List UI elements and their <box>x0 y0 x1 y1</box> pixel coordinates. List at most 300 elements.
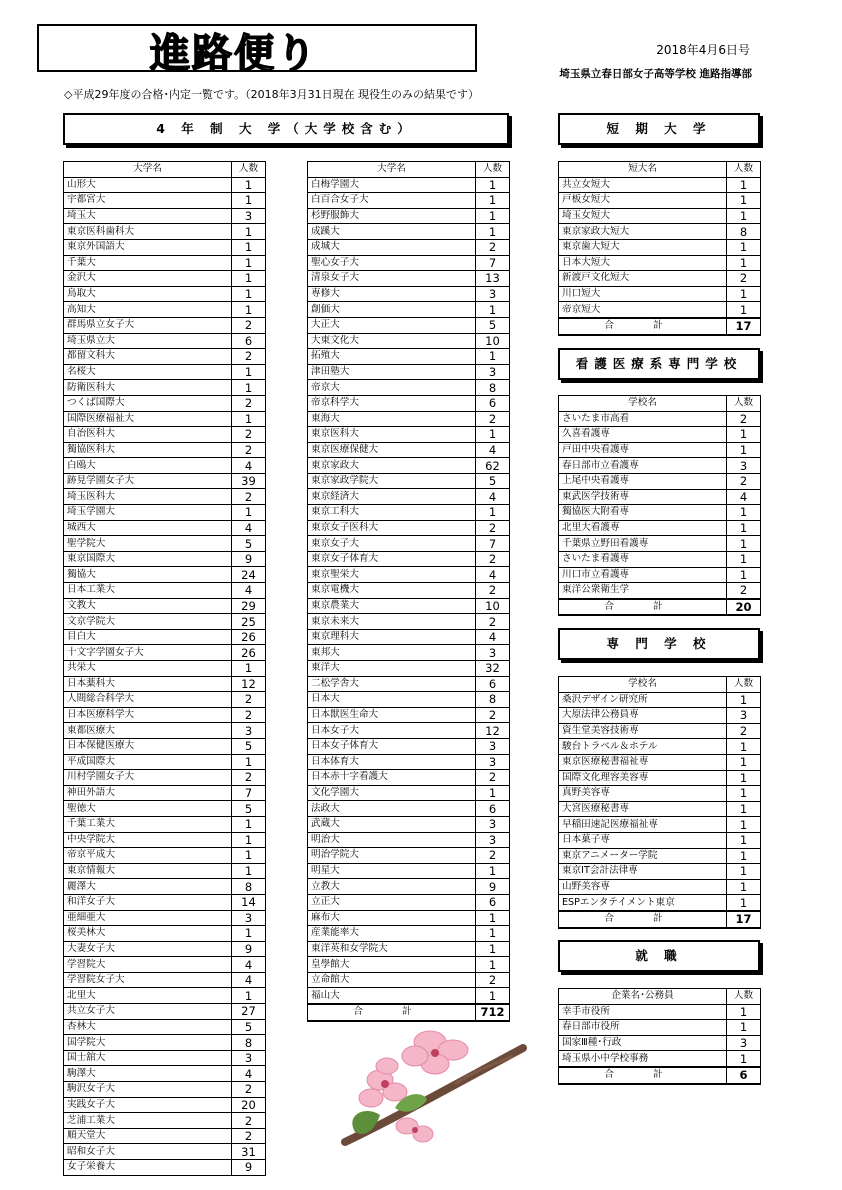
junior-college-section-header: 短 期 大 学 <box>558 113 760 145</box>
school-name-cell: 桜美林大 <box>64 926 232 942</box>
school-name-cell: 人間総合科学大 <box>64 692 232 708</box>
table-row <box>308 567 510 583</box>
count-cell: 2 <box>232 1082 266 1098</box>
total-label: 合 計 <box>308 1004 476 1021</box>
school-name-cell: 順天堂大 <box>64 1128 232 1144</box>
count-cell: 1 <box>476 910 510 926</box>
table-row <box>64 832 266 848</box>
table-row <box>308 629 510 645</box>
count-cell: 1 <box>476 941 510 957</box>
table-row <box>64 177 266 193</box>
count-cell: 8 <box>476 380 510 396</box>
table-row <box>64 255 266 271</box>
table-row <box>64 583 266 599</box>
count-cell: 6 <box>476 801 510 817</box>
table-row <box>64 1035 266 1051</box>
table-row <box>308 208 510 224</box>
school-name-cell: 学習院大 <box>64 957 232 973</box>
table-row <box>64 1066 266 1082</box>
table-row <box>559 1051 761 1067</box>
school-name-cell: 中央学院大 <box>64 832 232 848</box>
header-row <box>559 162 761 178</box>
vocational-section-header: 専 門 学 校 <box>558 628 760 660</box>
table-row <box>64 879 266 895</box>
table-row <box>64 770 266 786</box>
table-row <box>308 271 510 287</box>
count-cell: 26 <box>232 645 266 661</box>
count-cell: 5 <box>232 536 266 552</box>
count-cell: 3 <box>476 754 510 770</box>
school-name-cell: 北里大看護専 <box>559 520 727 536</box>
count-cell: 2 <box>232 1113 266 1129</box>
school-name-cell: 明星大 <box>308 863 476 879</box>
school-name-cell: 宇都宮大 <box>64 193 232 209</box>
school-name-cell: 東京情報大 <box>64 863 232 879</box>
table-row <box>559 692 761 708</box>
table-row <box>559 473 761 489</box>
table-row <box>308 473 510 489</box>
school-name-cell: 鳥取大 <box>64 286 232 302</box>
count-cell: 25 <box>232 614 266 630</box>
count-cell: 8 <box>476 692 510 708</box>
count-cell: 27 <box>232 1004 266 1020</box>
school-name-cell: 桑沢デザイン研究所 <box>559 692 727 708</box>
school-name-cell: 文教大 <box>64 598 232 614</box>
table-row <box>64 520 266 536</box>
count-cell: 2 <box>232 489 266 505</box>
count-cell: 1 <box>232 364 266 380</box>
table-row <box>308 848 510 864</box>
school-name-cell: 東武医学技術専 <box>559 489 727 505</box>
table-row <box>64 1004 266 1020</box>
table-row <box>64 785 266 801</box>
count-cell: 2 <box>232 317 266 333</box>
table-row <box>308 645 510 661</box>
column-header-name: 学校名 <box>559 396 727 412</box>
table-row <box>308 972 510 988</box>
school-name-cell: 日本赤十字看護大 <box>308 770 476 786</box>
table-row <box>308 816 510 832</box>
school-name-cell: 専修大 <box>308 286 476 302</box>
count-cell: 9 <box>476 879 510 895</box>
count-cell: 4 <box>232 957 266 973</box>
count-cell: 5 <box>232 1019 266 1035</box>
school-name-cell: 帝京大 <box>308 380 476 396</box>
count-cell: 6 <box>476 894 510 910</box>
school-name-cell: 幸手市役所 <box>559 1004 727 1020</box>
table-row <box>308 661 510 677</box>
school-name-cell: 自治医科大 <box>64 427 232 443</box>
school-name-cell: 日本保健医療大 <box>64 738 232 754</box>
total-count: 17 <box>727 911 761 928</box>
table-row <box>64 692 266 708</box>
school-name-cell: 防衛医科大 <box>64 380 232 396</box>
count-cell: 1 <box>232 411 266 427</box>
school-name-cell: 麗澤大 <box>64 879 232 895</box>
count-cell: 4 <box>232 520 266 536</box>
count-cell: 2 <box>232 1128 266 1144</box>
table-row <box>308 707 510 723</box>
table-row <box>64 364 266 380</box>
table-row <box>308 910 510 926</box>
count-cell: 1 <box>727 302 761 318</box>
table-row <box>559 505 761 521</box>
school-name-cell: 聖学院大 <box>64 536 232 552</box>
school-name-cell: 十文字学園女子大 <box>64 645 232 661</box>
table-row <box>308 536 510 552</box>
total-label: 合 計 <box>559 318 727 335</box>
school-name-cell: 久喜看護専 <box>559 427 727 443</box>
school-name-cell: 東京医療保健大 <box>308 442 476 458</box>
school-name-cell: 日本大短大 <box>559 255 727 271</box>
count-cell: 1 <box>232 224 266 240</box>
school-name-cell: 創価大 <box>308 302 476 318</box>
school-name-cell: 東京国際大 <box>64 551 232 567</box>
count-cell: 1 <box>476 988 510 1004</box>
column-header-name: 学校名 <box>559 677 727 693</box>
school-name-cell: 共立女子大 <box>64 1004 232 1020</box>
school-name-cell: 埼玉県小中学校事務 <box>559 1051 727 1067</box>
school-name-cell: 都留文科大 <box>64 349 232 365</box>
table-row <box>559 224 761 240</box>
column-header-count: 人数 <box>727 989 761 1005</box>
school-name-cell: 東京女子大 <box>308 536 476 552</box>
count-cell: 2 <box>476 583 510 599</box>
column-header-name: 企業名･公務員 <box>559 989 727 1005</box>
count-cell: 2 <box>727 271 761 287</box>
school-name-cell: 白鴎大 <box>64 458 232 474</box>
table-row <box>308 442 510 458</box>
school-name-cell: 獨協大 <box>64 567 232 583</box>
table-row <box>64 395 266 411</box>
total-row <box>559 599 761 616</box>
count-cell: 1 <box>232 754 266 770</box>
school-name-cell: 和洋女子大 <box>64 894 232 910</box>
table-row <box>64 536 266 552</box>
total-label: 合 計 <box>559 1067 727 1084</box>
table-row <box>64 458 266 474</box>
table-row <box>308 193 510 209</box>
table-row <box>308 302 510 318</box>
school-name-cell: 東京歯大短大 <box>559 239 727 255</box>
count-cell: 29 <box>232 598 266 614</box>
count-cell: 9 <box>232 551 266 567</box>
count-cell: 1 <box>232 926 266 942</box>
total-label: 合 計 <box>559 911 727 928</box>
count-cell: 1 <box>476 427 510 443</box>
table-row <box>64 1160 266 1176</box>
table-row <box>559 1035 761 1051</box>
table-row <box>308 551 510 567</box>
table-row <box>64 894 266 910</box>
school-name-cell: 東京医科大 <box>308 427 476 443</box>
count-cell: 1 <box>232 832 266 848</box>
table-row <box>64 598 266 614</box>
school-name-cell: 資生堂美容技術専 <box>559 723 727 739</box>
table-row <box>64 442 266 458</box>
total-count: 712 <box>476 1004 510 1021</box>
count-cell: 1 <box>727 832 761 848</box>
school-name-cell: 日本獣医生命大 <box>308 707 476 723</box>
table-row <box>64 801 266 817</box>
school-name-cell: 拓殖大 <box>308 349 476 365</box>
table-row <box>308 349 510 365</box>
table-row <box>308 832 510 848</box>
school-name-cell: 早稲田速記医療福祉専 <box>559 817 727 833</box>
school-name-cell: 女子栄養大 <box>64 1160 232 1176</box>
header-row <box>64 162 266 178</box>
count-cell: 5 <box>232 738 266 754</box>
school-name-cell: 昭和女子大 <box>64 1144 232 1160</box>
table-row <box>308 785 510 801</box>
school-name-cell: ESPエンタテイメント東京 <box>559 895 727 911</box>
table-row <box>559 458 761 474</box>
table-row <box>559 520 761 536</box>
school-name: 埼玉県立春日部女子高等学校 進路指導部 <box>559 68 752 80</box>
count-cell: 1 <box>232 380 266 396</box>
school-name-cell: 東洋公衆衛生学 <box>559 583 727 599</box>
count-cell: 2 <box>232 707 266 723</box>
school-name-cell: 川村学園女子大 <box>64 770 232 786</box>
table-row <box>559 739 761 755</box>
count-cell: 1 <box>727 286 761 302</box>
table-row <box>64 427 266 443</box>
count-cell: 2 <box>476 551 510 567</box>
school-name-cell: 東京家政大 <box>308 458 476 474</box>
school-name-cell: 千葉大 <box>64 255 232 271</box>
count-cell: 1 <box>727 520 761 536</box>
count-cell: 32 <box>476 661 510 677</box>
count-cell: 2 <box>476 614 510 630</box>
table-row <box>64 863 266 879</box>
total-count: 20 <box>727 599 761 616</box>
count-cell: 3 <box>727 1035 761 1051</box>
school-name-cell: 東京医療秘書福祉専 <box>559 754 727 770</box>
table-row <box>64 208 266 224</box>
count-cell: 4 <box>232 583 266 599</box>
count-cell: 13 <box>476 271 510 287</box>
table-row <box>308 520 510 536</box>
table-row <box>64 707 266 723</box>
table-row <box>308 738 510 754</box>
table-row <box>64 1128 266 1144</box>
count-cell: 1 <box>727 427 761 443</box>
count-cell: 1 <box>232 302 266 318</box>
school-name-cell: 聖心女子大 <box>308 255 476 271</box>
count-cell: 3 <box>476 816 510 832</box>
school-name-cell: 駿台トラベル＆ホテル <box>559 739 727 755</box>
table-row <box>64 848 266 864</box>
count-cell: 4 <box>476 442 510 458</box>
count-cell: 4 <box>232 1066 266 1082</box>
school-name-cell: 東京外国語大 <box>64 239 232 255</box>
count-cell: 26 <box>232 629 266 645</box>
count-cell: 1 <box>727 739 761 755</box>
table-row <box>64 1113 266 1129</box>
table-row <box>559 1004 761 1020</box>
school-name-cell: 学習院女子大 <box>64 972 232 988</box>
school-name-cell: 聖徳大 <box>64 801 232 817</box>
employment-table <box>558 988 761 1085</box>
count-cell: 24 <box>232 567 266 583</box>
column-header-name: 大学名 <box>308 162 476 178</box>
table-row <box>559 411 761 427</box>
school-name-cell: 大東文化大 <box>308 333 476 349</box>
count-cell: 2 <box>232 442 266 458</box>
school-name-cell: 帝京平成大 <box>64 848 232 864</box>
table-row <box>308 614 510 630</box>
count-cell: 12 <box>476 723 510 739</box>
table-row <box>64 614 266 630</box>
table-row <box>308 411 510 427</box>
table-row <box>64 1097 266 1113</box>
nursing-table <box>558 395 761 616</box>
school-name-cell: 駒沢女子大 <box>64 1082 232 1098</box>
count-cell: 1 <box>727 879 761 895</box>
count-cell: 4 <box>232 458 266 474</box>
total-row <box>308 1004 510 1021</box>
table-row <box>308 224 510 240</box>
count-cell: 3 <box>727 458 761 474</box>
count-cell: 1 <box>232 988 266 1004</box>
table-row <box>64 489 266 505</box>
school-name-cell: 東邦大 <box>308 645 476 661</box>
table-row <box>64 473 266 489</box>
table-row <box>308 505 510 521</box>
school-name-cell: さいたま看護専 <box>559 551 727 567</box>
table-row <box>64 271 266 287</box>
school-name-cell: 山形大 <box>64 177 232 193</box>
school-name-cell: 産業能率大 <box>308 926 476 942</box>
table-row <box>64 1144 266 1160</box>
table-row <box>559 583 761 599</box>
table-row <box>308 239 510 255</box>
school-name-cell: 上尾中央看護専 <box>559 473 727 489</box>
school-name-cell: 名桜大 <box>64 364 232 380</box>
count-cell: 1 <box>727 754 761 770</box>
count-cell: 1 <box>727 193 761 209</box>
school-name-cell: 杉野服飾大 <box>308 208 476 224</box>
table-row <box>308 957 510 973</box>
table-row <box>308 458 510 474</box>
school-name-cell: 白梅学園大 <box>308 177 476 193</box>
count-cell: 1 <box>476 957 510 973</box>
count-cell: 1 <box>476 349 510 365</box>
count-cell: 2 <box>232 770 266 786</box>
count-cell: 1 <box>232 848 266 864</box>
school-name-cell: 津田塾大 <box>308 364 476 380</box>
school-name-cell: 目白大 <box>64 629 232 645</box>
count-cell: 2 <box>476 707 510 723</box>
school-name-cell: 文京学院大 <box>64 614 232 630</box>
header-row <box>559 677 761 693</box>
count-cell: 1 <box>476 208 510 224</box>
school-name-cell: 日本女子体育大 <box>308 738 476 754</box>
count-cell: 8 <box>232 879 266 895</box>
table-row <box>559 427 761 443</box>
school-name-cell: 城西大 <box>64 520 232 536</box>
count-cell: 4 <box>476 567 510 583</box>
total-label: 合 計 <box>559 599 727 616</box>
school-name-cell: 麻布大 <box>308 910 476 926</box>
school-name-cell: 東京電機大 <box>308 583 476 599</box>
university-table-right <box>307 161 510 1022</box>
table-row <box>308 583 510 599</box>
count-cell: 31 <box>232 1144 266 1160</box>
school-name-cell: 文化学園大 <box>308 785 476 801</box>
school-name-cell: 駒澤大 <box>64 1066 232 1082</box>
count-cell: 1 <box>727 817 761 833</box>
count-cell: 8 <box>727 224 761 240</box>
count-cell: 5 <box>476 473 510 489</box>
school-name-cell: 日本菓子専 <box>559 832 727 848</box>
count-cell: 6 <box>476 395 510 411</box>
count-cell: 1 <box>476 302 510 318</box>
count-cell: 3 <box>232 208 266 224</box>
school-name-cell: 新渡戸文化短大 <box>559 271 727 287</box>
table-row <box>64 988 266 1004</box>
table-row <box>308 754 510 770</box>
table-row <box>559 208 761 224</box>
school-name-cell: 日本薬科大 <box>64 676 232 692</box>
table-row <box>64 723 266 739</box>
count-cell: 1 <box>232 661 266 677</box>
table-row <box>308 941 510 957</box>
school-name-cell: 福山大 <box>308 988 476 1004</box>
count-cell: 2 <box>232 395 266 411</box>
count-cell: 1 <box>727 770 761 786</box>
table-row <box>64 349 266 365</box>
count-cell: 12 <box>232 676 266 692</box>
count-cell: 3 <box>476 645 510 661</box>
count-cell: 14 <box>232 894 266 910</box>
count-cell: 4 <box>476 489 510 505</box>
school-name-cell: 東洋大 <box>308 661 476 677</box>
school-name-cell: 東京女子医科大 <box>308 520 476 536</box>
column-header-name: 大学名 <box>64 162 232 178</box>
table-row <box>559 489 761 505</box>
school-name-cell: 大正大 <box>308 317 476 333</box>
issue-date: 2018年4月6日号 <box>656 43 750 57</box>
count-cell: 1 <box>727 786 761 802</box>
school-name-cell: 東京農業大 <box>308 598 476 614</box>
table-row <box>559 848 761 864</box>
school-name-cell: 東京家政学院大 <box>308 473 476 489</box>
column-header-count: 人数 <box>727 396 761 412</box>
school-name-cell: 千葉工業大 <box>64 816 232 832</box>
header-row <box>559 396 761 412</box>
count-cell: 10 <box>476 333 510 349</box>
count-cell: 5 <box>232 801 266 817</box>
total-count: 6 <box>727 1067 761 1084</box>
count-cell: 1 <box>727 848 761 864</box>
count-cell: 7 <box>232 785 266 801</box>
table-row <box>64 411 266 427</box>
count-cell: 1 <box>232 255 266 271</box>
count-cell: 2 <box>727 583 761 599</box>
table-row <box>559 832 761 848</box>
school-name-cell: 東京医科歯科大 <box>64 224 232 240</box>
column-header-count: 人数 <box>476 162 510 178</box>
count-cell: 4 <box>476 629 510 645</box>
table-row <box>559 567 761 583</box>
table-row <box>64 816 266 832</box>
table-row <box>308 333 510 349</box>
school-name-cell: 春日部市立看護専 <box>559 458 727 474</box>
table-row <box>308 676 510 692</box>
school-name-cell: 白百合女子大 <box>308 193 476 209</box>
table-row <box>559 255 761 271</box>
